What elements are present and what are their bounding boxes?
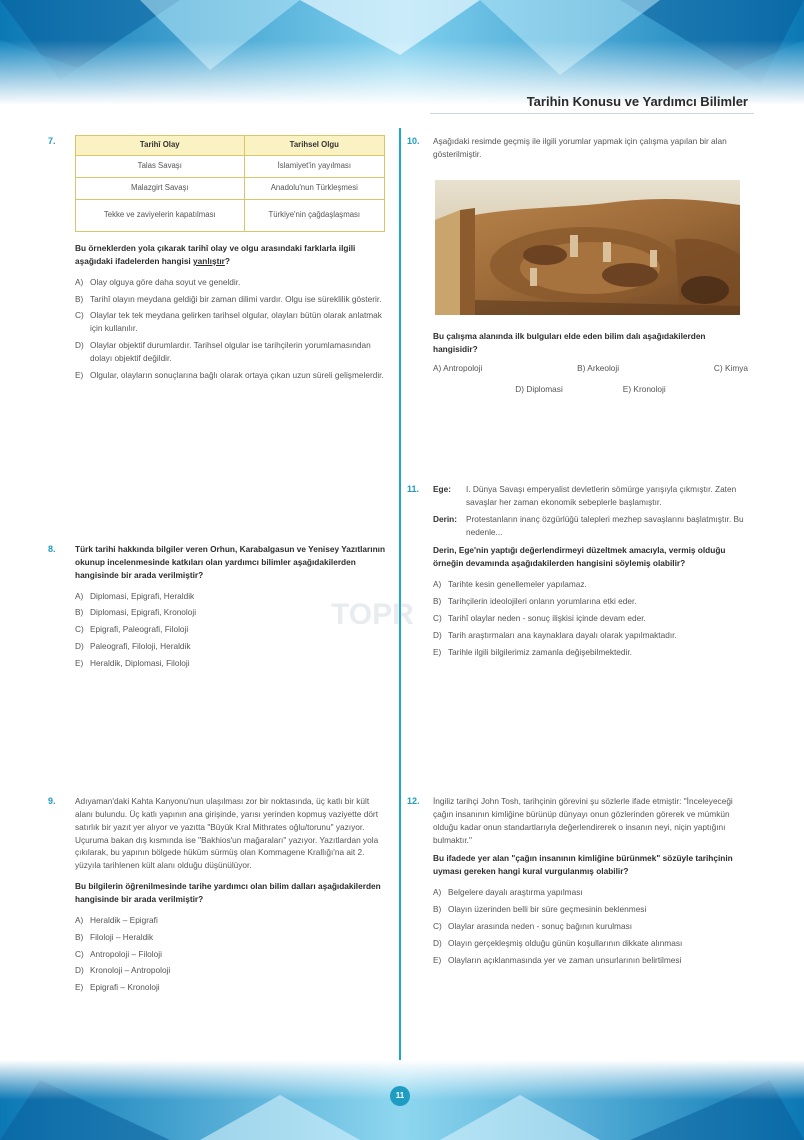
- header-rule: [430, 113, 754, 114]
- option-text: Tarihte kesin genellemeler yapılamaz.: [448, 579, 587, 590]
- option-text: Arkeoloji: [587, 362, 620, 373]
- option-label: C): [75, 948, 84, 959]
- option-text: Tarihî olaylar neden - sonuç ilişkisi içinde devam eder.: [448, 612, 646, 623]
- option-text: Epigrafi – Kronoloji: [90, 982, 160, 993]
- option-label: B): [433, 904, 442, 915]
- q8-option-e[interactable]: [75, 657, 387, 670]
- q8-stem: Türk tarihi hakkında bilgiler veren Orhun, Karabalgasun ve Yenisey Yazıtlarının okunup incelenmesinde katkıları olan yardımcı bilimler aşağıdakilerden hangisinde bir arada verilmiştir?: [75, 544, 386, 580]
- option-label: C): [75, 624, 84, 635]
- option-label: E): [433, 954, 442, 965]
- option-label: C): [75, 310, 84, 321]
- option-label: D): [515, 383, 525, 394]
- option-text: Diplomasi, Epigrafi, Kronoloji: [90, 607, 197, 618]
- option-label: A): [75, 590, 84, 601]
- q9-option-e[interactable]: [75, 981, 387, 994]
- top-banner: [0, 0, 804, 105]
- q9-option-c[interactable]: [75, 948, 387, 961]
- option-text: Olaylar objektif durumlardır. Tarihsel olgular ise tarihçilerin yorumlamasından dolayı objektif değildir.: [90, 340, 371, 364]
- option-text: Kronoloji: [633, 383, 666, 394]
- q11-options: [433, 578, 748, 658]
- option-text: Olayın gerçekleşmiş olduğu günün koşullarının dikkate alınması: [448, 937, 683, 948]
- table-cell: Malazgirt Savaşı: [76, 178, 245, 200]
- q7-option-d[interactable]: [75, 339, 387, 365]
- q8-option-d[interactable]: [75, 640, 387, 653]
- q10-option-d[interactable]: [515, 383, 563, 396]
- option-label: B): [75, 607, 84, 618]
- option-text: Epigrafi, Paleografi, Filoloji: [90, 624, 189, 635]
- q10-option-b[interactable]: [577, 362, 619, 375]
- option-text: Tarihle ilgili bilgilerimiz zamanla değişebilmektedir.: [448, 646, 632, 657]
- q7-number: 7.: [48, 136, 56, 146]
- option-label: D): [75, 340, 84, 351]
- q7-stem: [75, 242, 387, 268]
- table-cell: Türkiye'nin çağdaşlaşması: [244, 200, 384, 232]
- q7-stem-end: ?: [224, 255, 230, 266]
- q7-options: [75, 276, 387, 382]
- speaker-name: Ege:: [433, 484, 451, 494]
- q12-option-c[interactable]: [433, 920, 748, 933]
- option-text: Olayların açıklanmasında yer ve zaman unsurlarının belirtilmesi: [448, 954, 682, 965]
- watermark-logo: [327, 590, 447, 640]
- option-text: Tarih araştırmaları ana kaynaklara dayalı olarak yapılmaktadır.: [448, 629, 677, 640]
- q11-option-a[interactable]: [433, 578, 748, 591]
- q10-options-row-2: [433, 383, 748, 396]
- option-text: Antropoloji: [443, 362, 483, 373]
- q11-option-b[interactable]: [433, 595, 748, 608]
- q9-option-a[interactable]: [75, 914, 387, 927]
- option-text: Kronoloji – Antropoloji: [90, 965, 171, 976]
- page-number: 11: [390, 1086, 410, 1106]
- q12-option-d[interactable]: [433, 937, 748, 950]
- option-text: Diplomasi, Epigrafi, Heraldik: [90, 590, 195, 601]
- q10-text: Aşağıdaki resimde geçmiş ile ilgili yorumlar yapmak için çalışma yapılan bir alan gösterilmiştir.: [433, 136, 727, 159]
- table-cell: Tekke ve zaviyelerin kapatılması: [76, 200, 245, 232]
- option-label: D): [75, 965, 84, 976]
- option-label: E): [75, 369, 84, 380]
- q12-option-e[interactable]: [433, 954, 748, 967]
- q7-option-c[interactable]: [75, 309, 387, 335]
- question-7: [75, 135, 387, 382]
- q11-number: 11.: [407, 484, 420, 494]
- option-label: B): [75, 931, 84, 942]
- table-row: [76, 156, 385, 178]
- q12-number: 12.: [407, 796, 420, 806]
- q7-option-e[interactable]: [75, 369, 387, 382]
- watermark-text: TOPR: [331, 598, 414, 631]
- option-text: Heraldik – Epigrafi: [90, 914, 158, 925]
- q12-option-b[interactable]: [433, 903, 748, 916]
- q9-text: Adıyaman'daki Kahta Kanyonu'nun ulaşılması zor bir noktasında, üç katlı bir kült alanı bulundu. Üç katlı yapının ana girişinde, yarısı yerinden kopmuş vaziyette dört satırlık bir yazıt yer alıyor ve yazıtta "Büyük Kral Mithrates oğlu/torunu" yazıyor. Uçuruma bakan dış kısmında ise "Bakhios'un mağaraları" yazıyor. Yazıtlardan yola çıkılarak, bu yapının bölgede hüküm sürmüş olan Kommagene Krallığı'na ait 2. yüzyıla tarihlenen kült alanı olduğu düşünülüyor.: [75, 796, 379, 871]
- option-text: Diplomasi: [526, 383, 563, 394]
- q10-option-e[interactable]: [623, 383, 666, 396]
- q12-options: [433, 886, 748, 966]
- table-cell: Anadolu'nun Türkleşmesi: [244, 178, 384, 200]
- option-label: A): [433, 887, 442, 898]
- q7-table: [75, 135, 385, 232]
- q9-options: [75, 914, 387, 994]
- option-text: Heraldik, Diplomasi, Filoloji: [90, 658, 190, 669]
- q11-dialog-ege: [433, 483, 748, 509]
- option-label: A): [75, 276, 84, 287]
- q11-option-d[interactable]: [433, 629, 748, 642]
- q10-option-c[interactable]: [714, 362, 748, 375]
- q11-dialog-derin: [433, 513, 748, 539]
- speaker-text: I. Dünya Savaşı emperyalist devletlerin sömürge yarışıyla çıkmıştır. Zaten savaşlar her zaman ekonomik sebeplerle başlamıştır.: [466, 484, 737, 507]
- option-text: Antropoloji – Filoloji: [90, 948, 162, 959]
- table-row: [76, 200, 385, 232]
- q10-stem: Bu çalışma alanında ilk bulguları elde eden bilim dalı aşağıdakilerden hangisidir?: [433, 331, 706, 354]
- q9-option-d[interactable]: [75, 964, 387, 977]
- option-label: C): [433, 920, 442, 931]
- q7-option-b[interactable]: [75, 293, 387, 306]
- option-label: A): [433, 362, 442, 373]
- option-label: D): [433, 937, 442, 948]
- q10-option-a[interactable]: [433, 362, 482, 375]
- option-text: Tarihî olayın meydana geldiği bir zaman dilimi vardır. Olgu ise süreklilik gösterir.: [90, 293, 382, 304]
- q11-stem: Derin, Ege'nin yaptığı değerlendirmeyi düzeltmek amacıyla, vermiş olduğu örneğin devamında aşağıdakilerden hangisini söylemiş olabilir?: [433, 545, 726, 569]
- excavation-photo: [435, 180, 740, 315]
- q7-stem-text: Bu örneklerden yola çıkarak tarihî olay ve olgu arasındaki farklarla ilgili aşağıdaki ifadelerden hangisi: [75, 243, 356, 266]
- option-text: Filoloji – Heraldik: [90, 931, 154, 942]
- option-text: Tarihçilerin ideolojileri onların yorumlarına etki eder.: [448, 596, 637, 607]
- q12-stem: Bu ifadede yer alan "çağın insanının kimliğine bürünmek" sözüyle tarihçinin uyması gereken hangi kural vurgulanmış olabilir?: [433, 853, 733, 877]
- option-label: B): [433, 596, 442, 607]
- option-label: A): [75, 914, 84, 925]
- q7-stem-emphasis: yanlıştır: [193, 255, 225, 266]
- option-label: E): [75, 658, 84, 669]
- header-title: Tarihin Konusu ve Yardımcı Bilimler: [526, 94, 748, 109]
- question-12: [433, 795, 748, 966]
- q7-header-fact: Tarihsel Olgu: [244, 136, 384, 156]
- option-text: Kimya: [724, 362, 748, 373]
- table-row: [76, 178, 385, 200]
- option-label: B): [75, 293, 84, 304]
- question-9: [75, 795, 387, 994]
- speaker-text: Protestanların inanç özgürlüğü talepleri mezhep savaşlarını başlatmıştır. Bu nedenle...: [466, 513, 744, 537]
- option-text: Olaylar arasında neden - sonuç bağının kurulması: [448, 920, 633, 931]
- option-label: E): [433, 646, 442, 657]
- question-10-body: [433, 330, 748, 395]
- option-label: E): [622, 383, 632, 394]
- table-cell: Talas Savaşı: [76, 156, 245, 178]
- q12-option-a[interactable]: [433, 886, 748, 899]
- q7-header-event: Tarihî Olay: [76, 136, 245, 156]
- option-label: C): [433, 612, 442, 623]
- q10-options-row-1: [433, 362, 748, 375]
- option-text: Belgelere dayalı araştırma yapılması: [448, 887, 583, 898]
- q9-option-b[interactable]: [75, 931, 387, 944]
- q7-option-a[interactable]: [75, 276, 387, 289]
- option-text: Olgular, olayların sonuçlarına bağlı olarak ortaya çıkan uzun süreli gelişmelerdir.: [90, 369, 384, 380]
- option-label: D): [75, 641, 84, 652]
- option-text: Paleografi, Filoloji, Heraldik: [90, 641, 191, 652]
- question-10: [433, 135, 748, 161]
- q9-number: 9.: [48, 796, 56, 806]
- speaker-name: Derin:: [433, 513, 457, 524]
- option-text: Olay olguya göre daha soyut ve geneldir.: [90, 276, 241, 287]
- option-text: Olayın üzerinden belli bir süre geçmesinin beklenmesi: [448, 904, 647, 915]
- option-label: B): [577, 362, 586, 373]
- option-label: E): [75, 982, 84, 993]
- option-label: A): [433, 579, 442, 590]
- q11-option-c[interactable]: [433, 612, 748, 625]
- q8-number: 8.: [48, 544, 56, 554]
- q10-number: 10.: [407, 136, 420, 146]
- question-11: [433, 483, 748, 658]
- option-label: D): [433, 629, 442, 640]
- option-text: Olaylar tek tek meydana gelirken tarihsel olgular, olayları bütün olarak anlatmak için kullanılır.: [90, 310, 382, 334]
- q12-text: İngiliz tarihçi John Tosh, tarihçinin görevini şu sözlerle ifade etmiştir: "İnceleyeceği çağın insanının kimliğine bürünüp dünyayı onun gözlerinden görerek ve mümkün olduğu kadar onun standartlarıyla değerlendirerek o insanın neyi, niçin yaptığını bulmaktır.": [433, 796, 733, 845]
- q9-stem: Bu bilgilerin öğrenilmesinde tarihe yardımcı olan bilim dalları aşağıdakilerden hangisinde bir arada verilmiştir?: [75, 881, 381, 905]
- q11-option-e[interactable]: [433, 646, 748, 659]
- option-label: C): [713, 362, 723, 373]
- table-cell: İslamiyet'in yayılması: [244, 156, 384, 178]
